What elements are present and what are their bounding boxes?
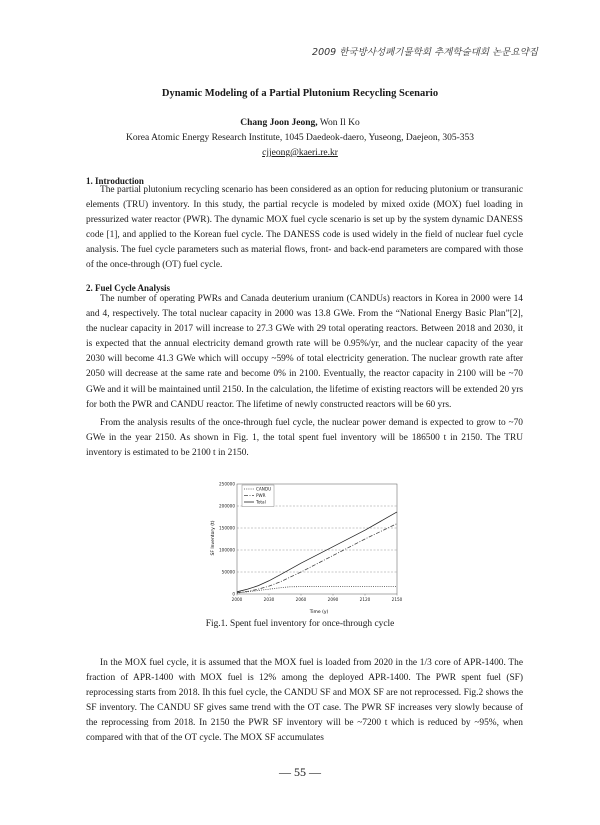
x-axis-label: Time (y) [309, 610, 329, 615]
y-tick-label: 100000 [219, 547, 235, 553]
paper-title: Dynamic Modeling of a Partial Plutonium Recycling Scenario [161, 88, 439, 99]
y-tick-label: 200000 [219, 503, 235, 509]
legend-label-candu: CANDU [256, 486, 272, 492]
x-tick-label: 2060 [295, 597, 307, 602]
page-number: — 55 — [279, 765, 321, 779]
authors [0, 118, 600, 128]
author-email[interactable]: cjjeong@kaeri.re.kr [262, 148, 338, 158]
legend-label-pwr: PWR [256, 493, 266, 498]
running-header: 2009 한국방사성폐기물학회 추계학술대회 논문요약집 [312, 47, 538, 58]
series-line-pwr [237, 524, 397, 593]
chart-grid [237, 506, 397, 572]
y-tick-label: 250000 [219, 481, 235, 487]
figure-caption: Fig.1. Spent fuel inventory for once-through cycle [205, 619, 395, 629]
y-axis-label: SF Inventory (t) [211, 520, 216, 556]
spent-fuel-chart [205, 476, 405, 616]
y-tick-label: 150000 [219, 525, 235, 531]
affiliation: Korea Atomic Energy Research Institute, 1045 Daedeok-daero, Yuseong, Daejeon, 305-353 [126, 133, 474, 143]
x-tick-label: 2030 [263, 597, 275, 602]
fuel-cycle-paragraph-1: The number of operating PWRs and Canada deuterium uranium (CANDUs) reactors in Korea in 2000 were 14 and 4, respectively. The total nuclear capacity in 2000 was 13.8 GWe. From the “National Energy Basic Plan”[2], the nuclear capacity in 2017 will increase to 27.3 GWe with 29 total operating reactors. Between 2018 and 2030, it is expected that the annual electricity demand growth rate will be 0.95%/yr, and the nuclear capacity of the year 2030 will become 41.3 GWe which will occupy ~59% of total electricity generation. The nuclear growth rate after 2050 will decrease at the same rate and become 0% in 2100. Eventually, the reactor capacity in 2100 will be ~70 GWe and it will be maintained until 2150. In the calculation, the lifetime of existing reactors will be extended 20 yrs for both the PWR and CANDU reactor. The lifetime of newly constructed reactors will be 60 yrs. [86, 294, 523, 410]
author-primary: Chang Joon Jeong, [240, 118, 318, 128]
chart-series [237, 512, 397, 593]
x-tick-label: 2090 [327, 597, 339, 602]
y-tick-label: 0 [232, 591, 235, 597]
section-heading-fuel-cycle: 2. Fuel Cycle Analysis [86, 283, 171, 293]
legend-label-total: Total [256, 499, 266, 505]
x-tick-label: 2000 [231, 597, 243, 602]
x-tick-label: 2120 [359, 597, 371, 602]
fuel-cycle-paragraph-3: In the MOX fuel cycle, it is assumed that the MOX fuel is loaded from 2020 in the 1/3 core of APR-1400. The fraction of APR-1400 with MOX fuel is 12% among the deployed APR-1400. The PWR spent fuel (SF) reprocessing starts from 2018. Ih this fuel cycle, the CANDU SF and MOX SF are not reprocessed. Fig.2 shows the SF inventory. The CANDU SF gives same trend with the OT case. The PWR SF increases very slowly because of the reprocessing from 2018. In 2150 the PWR SF inventory will be ~7200 t which is reduced by ~95%, when compared with that of the OT cycle. The MOX SF accumulates [86, 658, 523, 744]
x-tick-label: 2150 [391, 597, 403, 602]
chart-legend [242, 485, 274, 507]
introduction-paragraph: The partial plutonium recycling scenario has been considered as an option for reducing plutonium or transuranic elements (TRU) inventory. In this study, the partial recycle is modeled by mixed oxide (MOX) fuel loading in pressurized water reactor (PWR). The dynamic MOX fuel cycle scenario is set up by the system dynamic DANESS code [1], and applied to the Korean fuel cycle. The DANESS code is used widely in the field of nuclear fuel cycle analysis. The fuel cycle parameters such as material flows, front- and back-end parameters are compared with those of the once-through (OT) fuel cycle. [86, 185, 523, 271]
series-line-candu [237, 587, 397, 594]
series-line-total [237, 512, 397, 592]
y-tick-label: 50000 [221, 569, 235, 575]
author-secondary: Won Il Ko [319, 118, 360, 128]
section-heading-introduction: 1. Introduction [86, 176, 144, 186]
fuel-cycle-paragraph-2: From the analysis results of the once-through fuel cycle, the nuclear power demand is expected to grow to ~70 GWe in the year 2150. As shown in Fig. 1, the total spent fuel inventory will be 186500 t in 2150. The TRU inventory is estimated to be 2100 t in 2150. [86, 418, 523, 459]
